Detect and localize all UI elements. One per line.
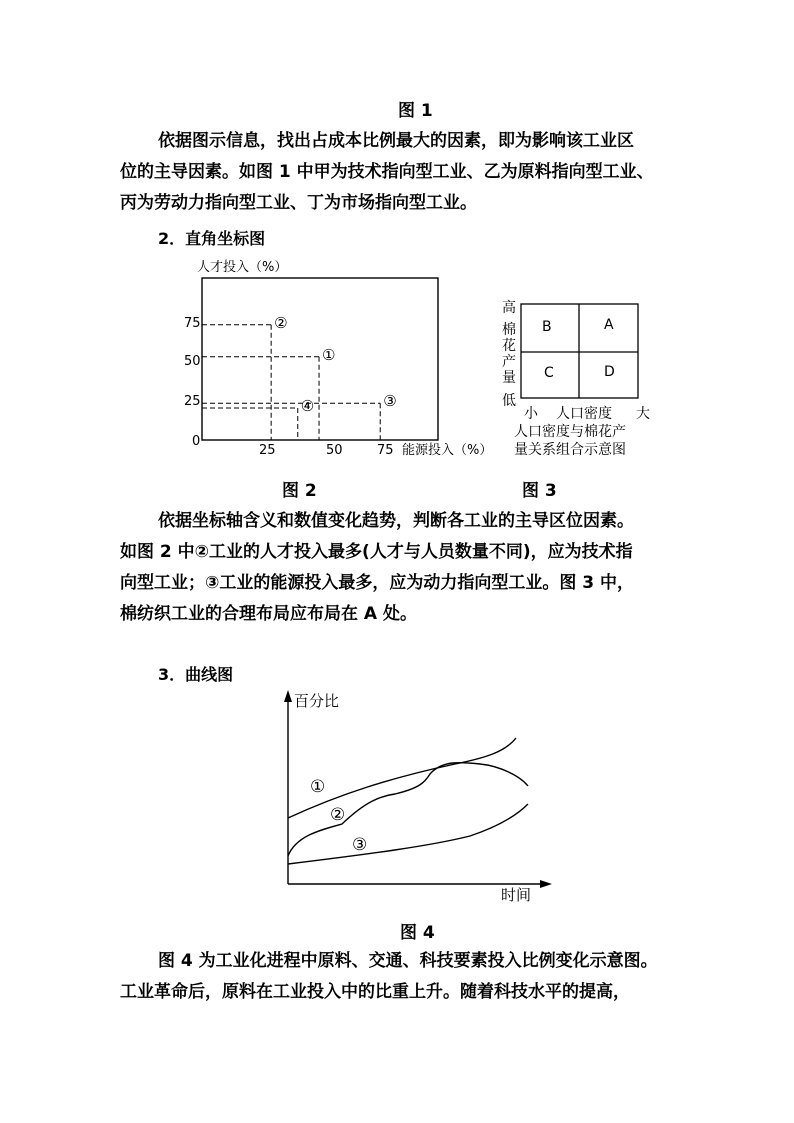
paragraph-line: 棉纺织工业的合理布局应布局在 A 处。 [120, 604, 417, 624]
paragraph-line: 依据坐标轴含义和数值变化趋势，判断各工业的主导区位因素。 [158, 511, 634, 531]
fig2-chart [170, 252, 510, 464]
paragraph-line: 图 4 为工业化进程中原料、交通、科技要素投入比例变化示意图。 [158, 951, 658, 971]
paragraph-line: 位的主导因素。如图 1 中甲为技术指向型工业、乙为原料指向型工业、 [120, 162, 654, 182]
paragraph-line: 向型工业；③工业的能源投入最多，应为动力指向型工业。图 3 中， [120, 573, 635, 593]
fig2-point-label: ④ [300, 397, 315, 415]
fig3-xaxis-small: 小 [524, 406, 538, 422]
fig2-ytick: 25 [184, 394, 201, 409]
fig4-xlabel: 时间 [501, 886, 532, 904]
fig3-yaxis-char: 花 [502, 338, 516, 354]
fig4-ylabel: 百分比 [294, 692, 340, 710]
fig2-ylabel: 人才投入（%） [197, 260, 288, 275]
section-heading: 3．曲线图 [158, 665, 234, 684]
fig2-points [202, 314, 397, 440]
fig4-caption: 图 4 [400, 923, 435, 943]
fig2-xtick: 75 [377, 443, 394, 458]
fig3-xaxis-big: 大 [636, 406, 650, 422]
paragraph-line: 如图 2 中②工业的人才投入最多(人才与人员数量不同)，应为技术指 [120, 542, 633, 562]
fig4-chart [270, 686, 560, 908]
fig3-cell-d: D [604, 364, 615, 380]
fig4-curve-label: ③ [352, 835, 368, 855]
fig2-plot-frame [202, 278, 438, 440]
fig3-xaxis-label: 人口密度 [556, 406, 612, 422]
fig3-yaxis-char: 棉 [502, 322, 516, 338]
fig2-point-label: ① [322, 345, 336, 364]
paragraph-line: 工业革命后，原料在工业投入中的比重上升。随着科技水平的提高， [120, 982, 630, 1002]
fig2-caption: 图 2 [282, 481, 317, 501]
fig4-y-arrow [284, 690, 292, 702]
paragraph-line: 依据图示信息，找出占成本比例最大的因素，即为影响该工业区 [158, 131, 634, 151]
fig2-ytick: 75 [184, 316, 201, 331]
fig3-cell-a: A [604, 317, 614, 333]
fig3-yaxis-char: 高 [502, 300, 516, 316]
fig4-curve-3 [288, 804, 528, 864]
fig4-curve-label: ① [310, 777, 326, 797]
fig3-yaxis-char: 量 [502, 370, 516, 386]
section-heading: 2．直角坐标图 [158, 229, 266, 248]
fig4-curve-label: ② [330, 805, 346, 825]
fig3-caption: 图 3 [522, 481, 557, 501]
fig2-ytick: 50 [184, 354, 201, 369]
fig4-x-arrow [540, 880, 552, 888]
fig2-xlabel: 能源投入（%） [402, 443, 493, 458]
fig3-title: 人口密度与棉花产 [514, 424, 626, 440]
fig3-yaxis-char: 低 [502, 393, 516, 409]
fig2-ytick: 0 [192, 434, 201, 449]
fig2-xtick: 50 [326, 443, 343, 458]
fig3-yaxis-char: 产 [502, 354, 516, 370]
paragraph-line: 丙为劳动力指向型工业、丁为市场指向型工业。 [120, 193, 477, 213]
fig3-title: 量关系组合示意图 [514, 442, 626, 458]
fig1-caption: 图 1 [398, 101, 433, 121]
fig3-cell-b: B [542, 319, 552, 335]
fig3-diagram [498, 290, 668, 460]
fig2-xtick: 25 [259, 443, 276, 458]
fig3-cell-c: C [544, 365, 554, 381]
fig2-point-label: ③ [383, 392, 397, 411]
fig2-point-label: ② [274, 313, 288, 332]
